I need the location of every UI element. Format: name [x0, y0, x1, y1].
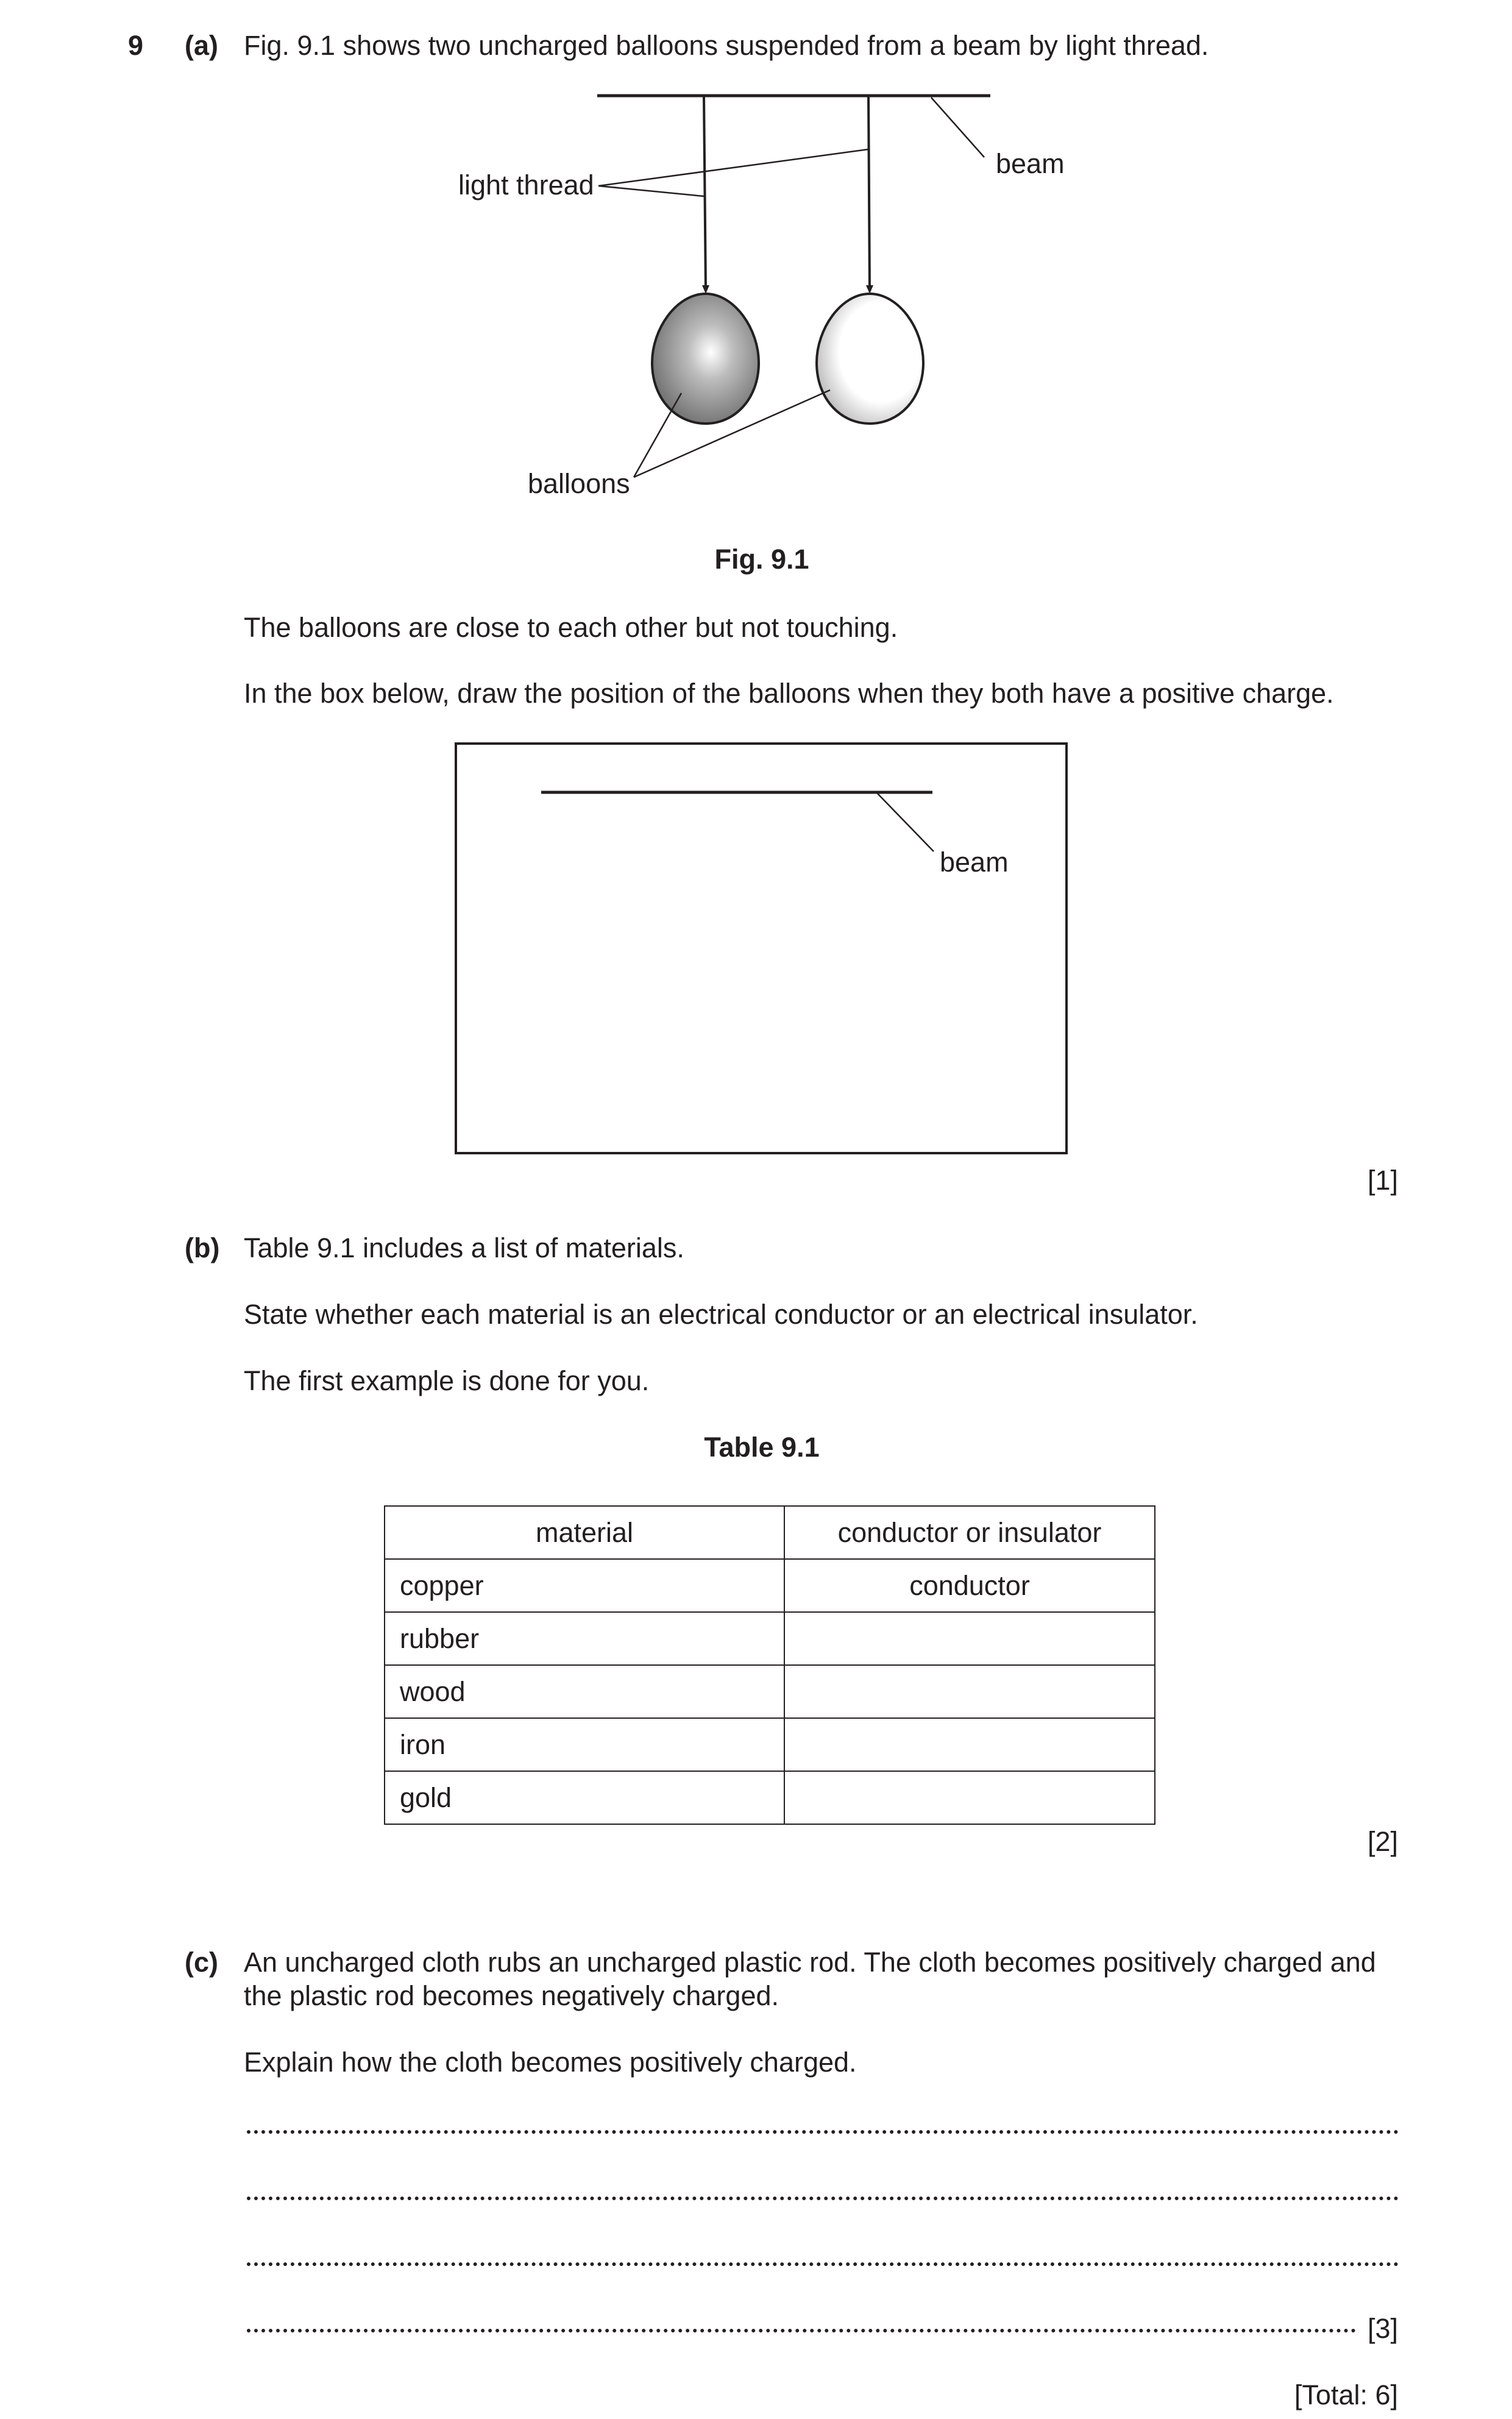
part-b-example-note: The first example is done for you.	[244, 1365, 650, 1396]
figure-caption: Fig. 9.1	[714, 544, 809, 575]
part-a-statement: The balloons are close to each other but not touching.	[244, 612, 898, 643]
header-material: material	[385, 1506, 784, 1559]
part-b-intro: Table 9.1 includes a list of materials.	[244, 1232, 684, 1263]
part-c-marks: [3]	[1367, 2313, 1398, 2344]
thread-left	[704, 96, 706, 291]
part-c-stem-line-2: the plastic rod becomes negatively charged.	[244, 1980, 779, 2011]
part-b-marks: [2]	[1367, 1826, 1398, 1857]
thread-left-knot	[702, 285, 709, 294]
balloon-right	[817, 294, 923, 424]
part-c-stem-line-1: An uncharged cloth rubs an uncharged plastic rod. The cloth becomes positively charged and	[244, 1947, 1376, 1978]
answer-line[interactable]	[247, 2197, 1399, 2200]
materials-table	[384, 1505, 1155, 1825]
table-row	[385, 1771, 1155, 1824]
label-balloons: balloons	[528, 468, 630, 499]
leader-thread-b	[598, 186, 704, 196]
header-conductor-or-insulator: conductor or insulator	[784, 1506, 1155, 1559]
drawing-answer-box	[456, 744, 1067, 1153]
part-a-intro: Fig. 9.1 shows two uncharged balloons suspended from a beam by light thread.	[244, 30, 1209, 61]
answer-line[interactable]	[247, 2262, 1399, 2266]
answer-cell[interactable]	[784, 1718, 1155, 1771]
leader-beam	[931, 98, 984, 157]
material-cell: rubber	[385, 1612, 784, 1665]
table-row	[385, 1665, 1155, 1718]
question-number: 9	[128, 30, 144, 61]
part-a-marks: [1]	[1367, 1165, 1398, 1196]
part-a-label: (a)	[185, 30, 218, 61]
answer-cell[interactable]	[784, 1771, 1155, 1824]
table-row	[385, 1612, 1155, 1665]
part-b-instruction: State whether each material is an electrical conductor or an electrical insulator.	[244, 1299, 1198, 1330]
answer-line[interactable]	[247, 2329, 1356, 2332]
label-light-thread: light thread	[458, 169, 594, 201]
table-row	[385, 1718, 1155, 1771]
leader-balloon-left	[634, 393, 681, 477]
material-cell: wood	[385, 1665, 784, 1718]
material-cell: gold	[385, 1771, 784, 1824]
table-row	[385, 1559, 1155, 1612]
answer-cell[interactable]	[784, 1612, 1155, 1665]
thread-right-knot	[866, 285, 873, 294]
material-cell: copper	[385, 1559, 784, 1612]
total-marks: [Total: 6]	[1294, 2379, 1398, 2410]
material-cell: iron	[385, 1718, 784, 1771]
part-c-instruction: Explain how the cloth becomes positively charged.	[244, 2047, 857, 2078]
leader-thread-a	[598, 149, 868, 186]
part-c-label: (c)	[185, 1947, 218, 1978]
box-leader-beam	[876, 792, 934, 851]
box-label-beam: beam	[940, 847, 1009, 878]
table-caption: Table 9.1	[704, 1432, 820, 1463]
part-b-label: (b)	[185, 1232, 220, 1263]
answer-line[interactable]	[247, 2130, 1399, 2134]
label-beam: beam	[996, 148, 1065, 179]
answer-cell: conductor	[784, 1559, 1155, 1612]
thread-right	[868, 96, 870, 291]
answer-cell[interactable]	[784, 1665, 1155, 1718]
table-header-row	[385, 1506, 1155, 1559]
part-a-instruction: In the box below, draw the position of the balloons when they both have a positive charge.	[244, 678, 1334, 709]
balloon-left	[652, 294, 759, 424]
